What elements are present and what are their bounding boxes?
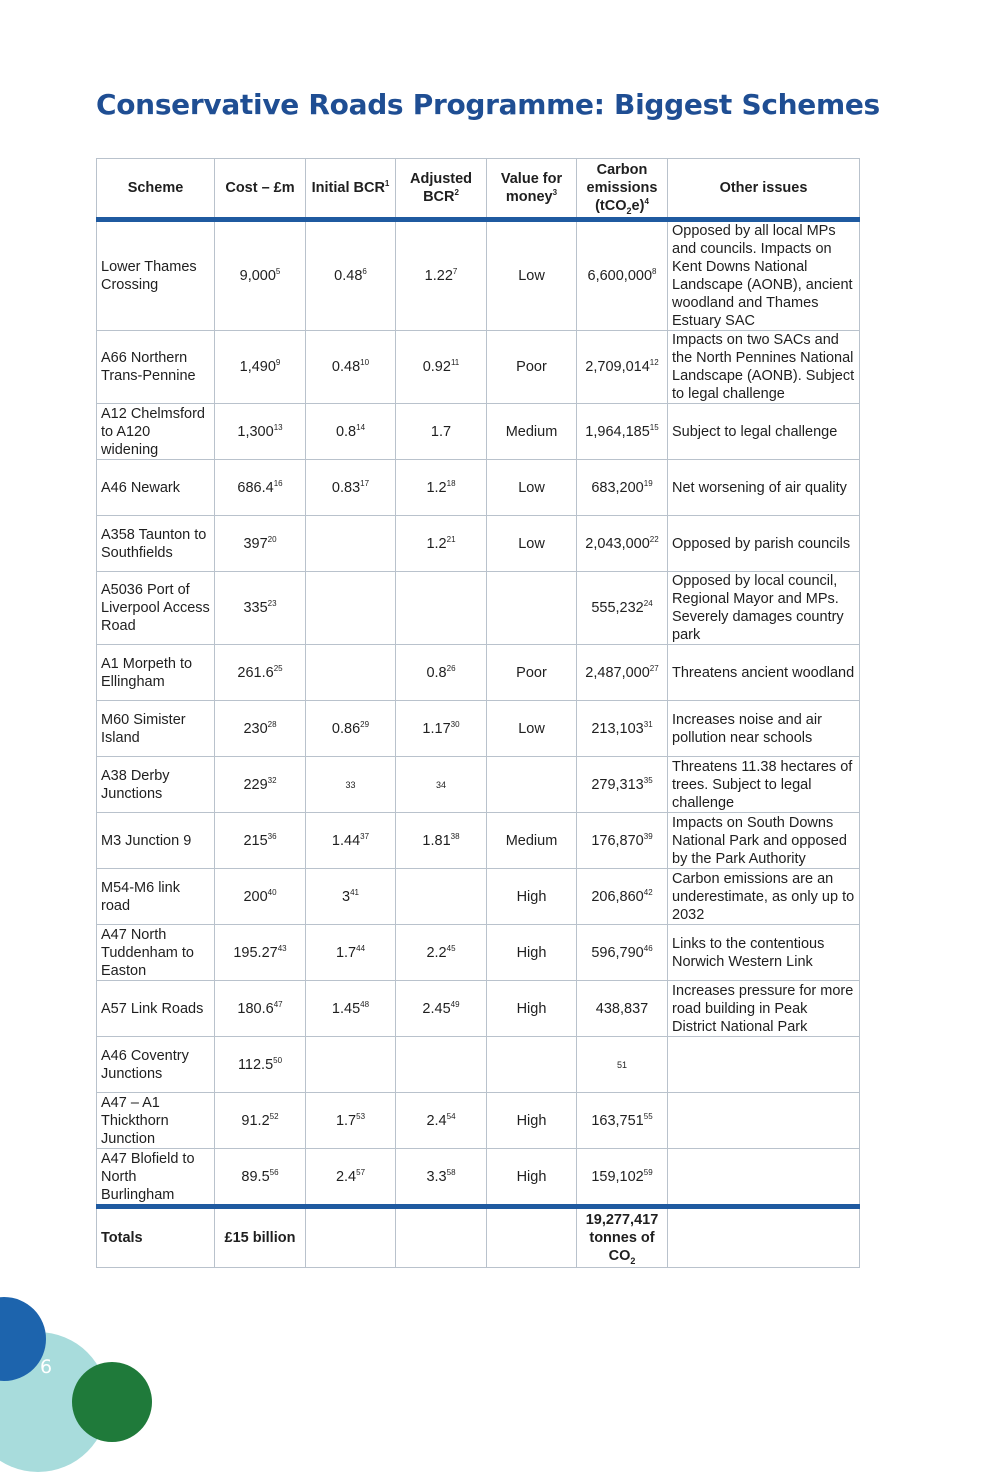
totals-cost: £15 billion: [215, 1207, 306, 1268]
cell-carbon: 163,751$^{55}$: [577, 1093, 668, 1149]
cell-carbon: 596,790$^{46}$: [577, 925, 668, 981]
cell-value: High: [487, 1149, 577, 1207]
page-number: 6: [40, 1356, 53, 1378]
header-adjusted-bcr: Adjusted BCR$^2$: [396, 159, 487, 220]
cell-value: [487, 757, 577, 813]
table-row: [97, 813, 860, 869]
cell-adjusted-bcr: 1.17$^{30}$: [396, 701, 487, 757]
cell-value: [487, 1037, 577, 1093]
cell-carbon: 2,709,014$^{12}$: [577, 331, 668, 404]
table-row: [97, 645, 860, 701]
totals-initial-bcr: [306, 1207, 396, 1268]
cell-adjusted-bcr: [396, 869, 487, 925]
cell-initial-bcr: $3^{41}$: [306, 869, 396, 925]
cell-carbon: 51: [577, 1037, 668, 1093]
header-carbon-emissions: Carbon emissions $(tCO_2e)^4$: [577, 159, 668, 220]
cell-carbon: 438,837: [577, 981, 668, 1037]
cell-initial-bcr: [306, 1037, 396, 1093]
cell-initial-bcr: 0.83$^{17}$: [306, 460, 396, 516]
cell-initial-bcr: 33: [306, 757, 396, 813]
decorative-circle-green: [72, 1362, 152, 1442]
cell-cost: 686.4$^{16}$: [215, 460, 306, 516]
cell-cost: $215^{36}$: [215, 813, 306, 869]
cell-cost: $335^{23}$: [215, 572, 306, 645]
header-value-for-money: Value for money$^3$: [487, 159, 577, 220]
cell-issues: Impacts on South Downs National Park and opposed by the Park Authority: [668, 813, 860, 869]
table-row: [97, 925, 860, 981]
header-row: [97, 159, 860, 220]
totals-adjusted-bcr: [396, 1207, 487, 1268]
cell-value: Medium: [487, 813, 577, 869]
cell-adjusted-bcr: 0.92$^{11}$: [396, 331, 487, 404]
cell-scheme: A47 North Tuddenham to Easton: [97, 925, 215, 981]
cell-scheme: A1 Morpeth to Ellingham: [97, 645, 215, 701]
cell-initial-bcr: 0.86$^{29}$: [306, 701, 396, 757]
header-initial-bcr: Initial BCR$^1$: [306, 159, 396, 220]
table-row: [97, 869, 860, 925]
cell-adjusted-bcr: 1.81$^{38}$: [396, 813, 487, 869]
cell-cost: 89.5$^{56}$: [215, 1149, 306, 1207]
cell-carbon: 683,200$^{19}$: [577, 460, 668, 516]
cell-cost: 1,300$^{13}$: [215, 404, 306, 460]
cell-adjusted-bcr: $2.2^{45}$: [396, 925, 487, 981]
table-row: [97, 460, 860, 516]
cell-scheme: A5036 Port of Liverpool Access Road: [97, 572, 215, 645]
cell-value: [487, 572, 577, 645]
table-row: [97, 1037, 860, 1093]
cell-issues: Net worsening of air quality: [668, 460, 860, 516]
cell-scheme: A46 Newark: [97, 460, 215, 516]
totals-issues: [668, 1207, 860, 1268]
totals-row: [97, 1207, 860, 1268]
cell-initial-bcr: $1.7^{53}$: [306, 1093, 396, 1149]
totals-value: [487, 1207, 577, 1268]
cell-carbon: 176,870$^{39}$: [577, 813, 668, 869]
cell-cost: 112.5$^{50}$: [215, 1037, 306, 1093]
cell-issues: Subject to legal challenge: [668, 404, 860, 460]
header-scheme: Scheme: [97, 159, 215, 220]
totals-carbon: 19,277,417 tonnes of $CO_2$: [577, 1207, 668, 1268]
cell-issues: [668, 1093, 860, 1149]
cell-adjusted-bcr: $1.2^{18}$: [396, 460, 487, 516]
cell-value: High: [487, 925, 577, 981]
cell-initial-bcr: 1.44$^{37}$: [306, 813, 396, 869]
cell-scheme: A358 Taunton to Southfields: [97, 516, 215, 572]
table-row: [97, 1093, 860, 1149]
cell-cost: 9,000$^5$: [215, 220, 306, 331]
totals-label: Totals: [97, 1207, 215, 1268]
cell-issues: Threatens ancient woodland: [668, 645, 860, 701]
cell-initial-bcr: [306, 516, 396, 572]
table-row: [97, 516, 860, 572]
cell-carbon: 555,232$^{24}$: [577, 572, 668, 645]
cell-adjusted-bcr: 1.22$^7$: [396, 220, 487, 331]
cell-value: Poor: [487, 645, 577, 701]
table-row: [97, 981, 860, 1037]
cell-initial-bcr: [306, 572, 396, 645]
cell-adjusted-bcr: [396, 1037, 487, 1093]
cell-scheme: A46 Coventry Junctions: [97, 1037, 215, 1093]
cell-scheme: M54-M6 link road: [97, 869, 215, 925]
cell-initial-bcr: $0.8^{14}$: [306, 404, 396, 460]
cell-scheme: M60 Simister Island: [97, 701, 215, 757]
cell-carbon: 6,600,000$^8$: [577, 220, 668, 331]
cell-cost: 180.6$^{47}$: [215, 981, 306, 1037]
cell-issues: Links to the contentious Norwich Western Link: [668, 925, 860, 981]
cell-cost: 261.6$^{25}$: [215, 645, 306, 701]
cell-initial-bcr: $1.7^{44}$: [306, 925, 396, 981]
cell-carbon: 206,860$^{42}$: [577, 869, 668, 925]
cell-carbon: 159,102$^{59}$: [577, 1149, 668, 1207]
cell-scheme: Lower Thames Crossing: [97, 220, 215, 331]
cell-scheme: A47 – A1 Thickthorn Junction: [97, 1093, 215, 1149]
page-title: Conservative Roads Programme: Biggest Schemes: [96, 88, 880, 121]
header-other-issues: Other issues: [668, 159, 860, 220]
cell-cost: $200^{40}$: [215, 869, 306, 925]
cell-value: Poor: [487, 331, 577, 404]
cell-issues: Carbon emissions are an underestimate, as only up to 2032: [668, 869, 860, 925]
header-cost: Cost – £m: [215, 159, 306, 220]
table-row: [97, 331, 860, 404]
cell-value: Low: [487, 460, 577, 516]
table-row: [97, 404, 860, 460]
table-body: [97, 220, 860, 1207]
cell-scheme: A47 Blofield to North Burlingham: [97, 1149, 215, 1207]
cell-issues: Threatens 11.38 hectares of trees. Subject to legal challenge: [668, 757, 860, 813]
cell-adjusted-bcr: $0.8^{26}$: [396, 645, 487, 701]
cell-scheme: A66 Northern Trans-Pennine: [97, 331, 215, 404]
cell-cost: 91.2$^{52}$: [215, 1093, 306, 1149]
table-row: [97, 1149, 860, 1207]
cell-issues: Opposed by parish councils: [668, 516, 860, 572]
cell-cost: $397^{20}$: [215, 516, 306, 572]
cell-issues: [668, 1149, 860, 1207]
cell-carbon: 2,487,000$^{27}$: [577, 645, 668, 701]
cell-cost: 1,490$^9$: [215, 331, 306, 404]
table-row: [97, 757, 860, 813]
cell-initial-bcr: [306, 645, 396, 701]
cell-cost: $230^{28}$: [215, 701, 306, 757]
cell-scheme: A57 Link Roads: [97, 981, 215, 1037]
cell-value: High: [487, 1093, 577, 1149]
schemes-table: [96, 158, 860, 1268]
cell-scheme: M3 Junction 9: [97, 813, 215, 869]
cell-value: Medium: [487, 404, 577, 460]
table-row: [97, 572, 860, 645]
cell-value: Low: [487, 220, 577, 331]
cell-adjusted-bcr: $2.4^{54}$: [396, 1093, 487, 1149]
cell-carbon: 1,964,185$^{15}$: [577, 404, 668, 460]
cell-value: High: [487, 869, 577, 925]
cell-issues: Impacts on two SACs and the North Pennines National Landscape (AONB). Subject to legal challenge: [668, 331, 860, 404]
cell-carbon: 2,043,000$^{22}$: [577, 516, 668, 572]
table-row: [97, 220, 860, 331]
cell-initial-bcr: 0.48$^6$: [306, 220, 396, 331]
cell-adjusted-bcr: 1.7: [396, 404, 487, 460]
cell-value: Low: [487, 516, 577, 572]
cell-initial-bcr: 1.45$^{48}$: [306, 981, 396, 1037]
cell-issues: Increases pressure for more road building in Peak District National Park: [668, 981, 860, 1037]
cell-adjusted-bcr: 34: [396, 757, 487, 813]
cell-adjusted-bcr: 2.45$^{49}$: [396, 981, 487, 1037]
cell-scheme: A12 Chelmsford to A120 widening: [97, 404, 215, 460]
cell-initial-bcr: $2.4^{57}$: [306, 1149, 396, 1207]
cell-value: High: [487, 981, 577, 1037]
table-row: [97, 701, 860, 757]
cell-issues: [668, 1037, 860, 1093]
cell-carbon: 279,313$^{35}$: [577, 757, 668, 813]
cell-issues: Opposed by local council, Regional Mayor and MPs. Severely damages country park: [668, 572, 860, 645]
cell-cost: 195.27$^{43}$: [215, 925, 306, 981]
cell-adjusted-bcr: [396, 572, 487, 645]
cell-adjusted-bcr: $3.3^{58}$: [396, 1149, 487, 1207]
cell-carbon: 213,103$^{31}$: [577, 701, 668, 757]
cell-issues: Increases noise and air pollution near schools: [668, 701, 860, 757]
cell-scheme: A38 Derby Junctions: [97, 757, 215, 813]
cell-issues: Opposed by all local MPs and councils. Impacts on Kent Downs National Landscape (AONB), ancient woodland and Thames Estuary SAC: [668, 220, 860, 331]
cell-adjusted-bcr: $1.2^{21}$: [396, 516, 487, 572]
cell-value: Low: [487, 701, 577, 757]
cell-initial-bcr: 0.48$^{10}$: [306, 331, 396, 404]
cell-cost: $229^{32}$: [215, 757, 306, 813]
